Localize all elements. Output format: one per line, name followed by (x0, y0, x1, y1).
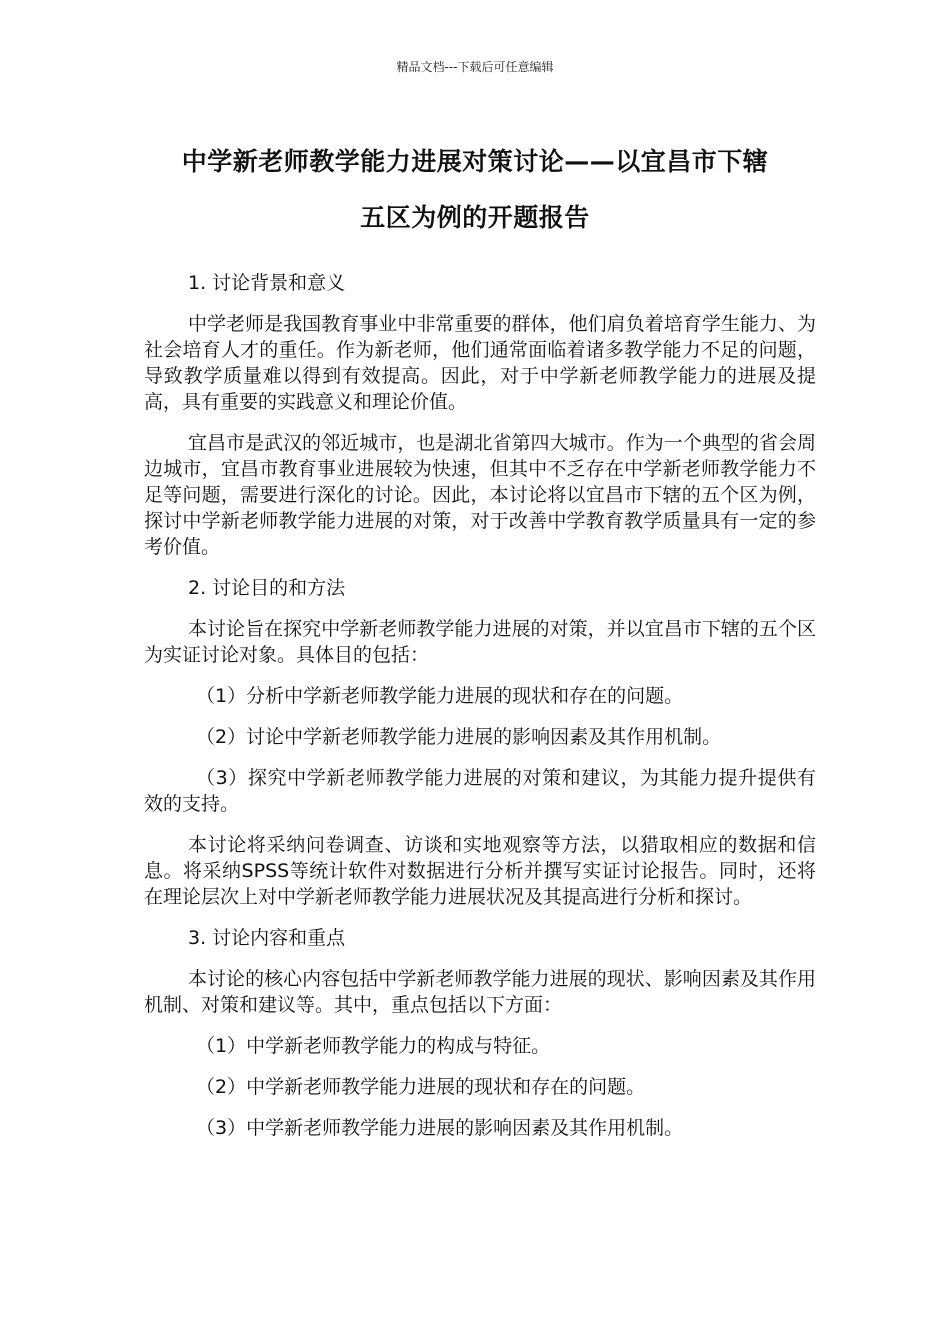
section-heading-background: 1. 讨论背景和意义 (188, 272, 346, 294)
title-line-1: 中学新老师教学能力进展对策讨论——以宜昌市下辖 (181, 147, 769, 176)
section-heading-content: 3. 讨论内容和重点 (188, 927, 346, 949)
section-heading-purpose: 2. 讨论目的和方法 (188, 577, 346, 599)
paragraph-background-2: 宜昌市是武汉的邻近城市，也是湖北省第四大城市。作为一个典型的省会周边城市，宜昌市教育事业进展较为快速，但其中不乏存在中学新老师教学能力不足等问题，需要进行深化的讨论。因此，本讨论将以宜昌市下辖的五个区为例，探讨中学新老师教学能力进展的对策，对于改善中学教育教学质量具有一定的参考价值。 (144, 432, 816, 558)
list-item-focus-1: （1）中学新老师教学能力的构成与特征。 (196, 1035, 551, 1057)
document-title (140, 134, 810, 246)
list-item-purpose-2: （2）讨论中学新老师教学能力进展的影响因素及其作用机制。 (196, 726, 722, 748)
list-item-focus-2: （2）中学新老师教学能力进展的现状和存在的问题。 (196, 1076, 646, 1098)
list-item-purpose-1: （1）分析中学新老师教学能力进展的现状和存在的问题。 (196, 685, 684, 707)
document-body (144, 270, 816, 1156)
list-item-focus-3: （3）中学新老师教学能力进展的影响因素及其作用机制。 (196, 1117, 684, 1139)
paragraph-background-1: 中学老师是我国教育事业中非常重要的群体，他们肩负着培育学生能力、为社会培育人才的重任。作为新老师，他们通常面临着诸多教学能力不足的问题，导致教学质量难以得到有效提高。因此，对于中学新老师教学能力的进展及提高，具有重要的实践意义和理论价值。 (144, 313, 816, 413)
title-line-2: 五区为例的开题报告 (360, 203, 590, 232)
list-item-purpose-3: （3）探究中学新老师教学能力进展的对策和建议，为其能力提升提供有效的支持。 (144, 767, 816, 815)
paragraph-purpose-intro: 本讨论旨在探究中学新老师教学能力进展的对策，并以宜昌市下辖的五个区为实证讨论对象。具体目的包括： (144, 618, 816, 666)
header-note: 精品文档---下载后可任意编辑 (396, 60, 554, 74)
paragraph-methods: 本讨论将采纳问卷调查、访谈和实地观察等方法，以猎取相应的数据和信息。将采纳SPSS等统计软件对数据进行分析并撰写实证讨论报告。同时，还将在理论层次上对中学新老师教学能力进展状况及其提高进行分析和探讨。 (144, 834, 816, 908)
paragraph-content-intro: 本讨论的核心内容包括中学新老师教学能力进展的现状、影响因素及其作用机制、对策和建议等。其中，重点包括以下方面： (144, 968, 816, 1016)
